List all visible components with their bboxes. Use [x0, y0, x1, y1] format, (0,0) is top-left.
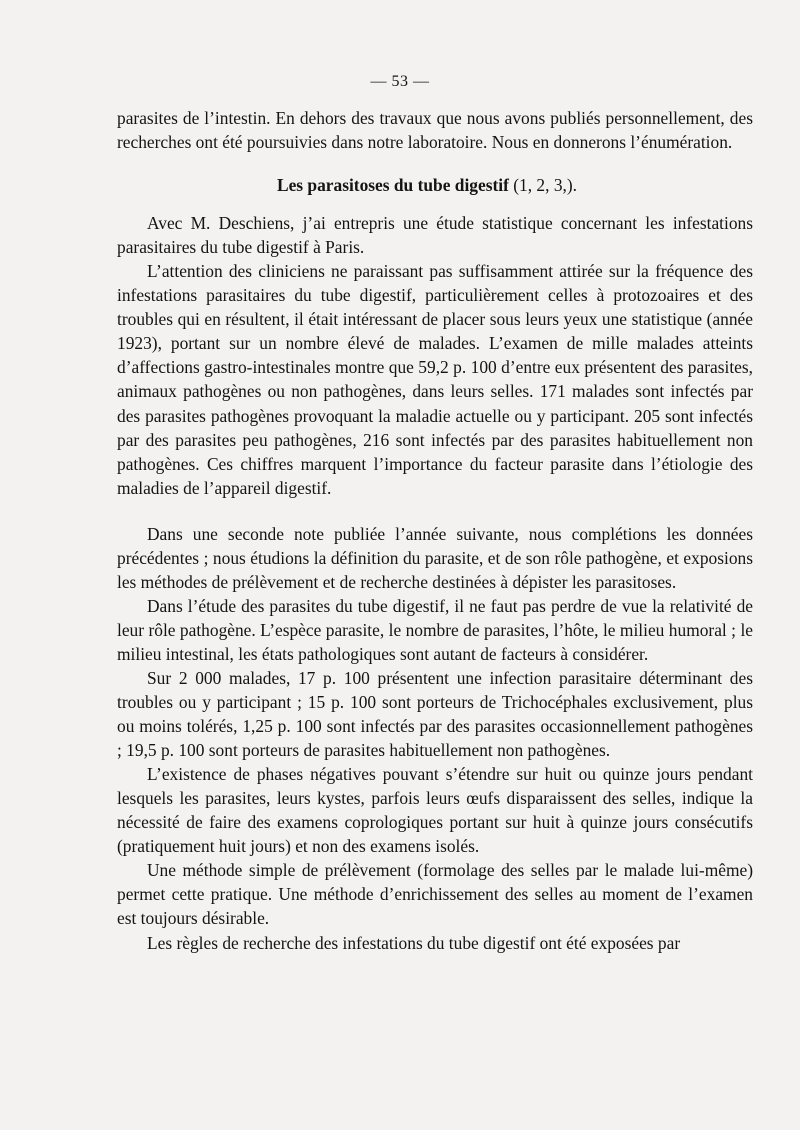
paragraph: Une méthode simple de prélèvement (formolage des selles par le malade lui-même) permet cette pratique. Une méthode d’enrichissement des selles au moment de l’examen est toujours désirable. [117, 860, 753, 929]
paragraph: L’existence de phases négatives pouvant s’étendre sur huit ou quinze jours pendant lesquels les parasites, leurs kystes, parfois leurs œufs disparaissent des selles, indique la nécessité de faire des examens coprologiques portant sur huit à quinze jours consécutifs (pratiquement huit jours) et non des examens isolés. [117, 764, 753, 857]
paragraph: Les règles de recherche des infestations du tube digestif ont été exposées par [147, 932, 681, 953]
paragraph: Dans l’étude des parasites du tube digestif, il ne faut pas perdre de vue la relativité de leur rôle pathogène. L’espèce parasite, le nombre de parasites, l’hôte, le milieu humoral ; le milieu intestinal, les états pathologiques sont autant de facteurs à considérer. [117, 595, 753, 664]
body-text [117, 106, 753, 955]
paragraph: L’attention des cliniciens ne paraissant pas suffisamment attirée sur la fréquence des infestations parasitaires du tube digestif, particulièrement celles à protozoaires et des troubles qui en résultent, il était intéressant de placer sous leurs yeux une statistique (année 1923), portant sur un nombre élevé de malades. L’examen de mille malades atteints d’affections gastro-intestinales montre que 59,2 p. 100 d’entre eux présentent des parasites, animaux pathogènes ou non pathogènes, dans leurs selles. 171 malades sont infectés par des parasites pathogènes provoquant la maladie actuelle ou y participant. 205 sont infectés par des parasites peu pathogènes, 216 sont infectés par des parasites habituellement non pathogènes. Ces chiffres marquent l’importance du facteur parasite dans l’étiologie des maladies de l’appareil digestif. [117, 261, 753, 498]
page-number: — 53 — [370, 73, 430, 90]
paragraph: Dans une seconde note publiée l’année suivante, nous complétions les données précédentes ; nous étudions la définition du parasite, et de son rôle pathogène, et exposions les méthodes de prélèvement et de recherche destinées à dépister les parasitoses. [117, 523, 753, 592]
paragraph: Sur 2 000 malades, 17 p. 100 présentent une infection parasitaire déterminant des troubles ou y participant ; 15 p. 100 sont porteurs de Trichocéphales exclusivement, plus ou moins tolérés, 1,25 p. 100 sont infectés par des parasites occasionnellement pathogènes ; 19,5 p. 100 sont porteurs de parasites habituellement non pathogènes. [117, 667, 753, 761]
section-heading [117, 173, 753, 197]
section-refs: (1, 2, 3,). [513, 175, 578, 196]
section-title: Les parasitoses du tube digestif [276, 175, 509, 196]
paragraph: Avec M. Deschiens, j’ai entrepris une étude statistique concernant les infestations parasitaires du tube digestif à Paris. [117, 213, 753, 258]
intro-paragraph: parasites de l’intestin. En dehors des travaux que nous avons publiés personnellement, des recherches ont été poursuivies dans notre laboratoire. Nous en donnerons l’énumération. [117, 108, 753, 153]
